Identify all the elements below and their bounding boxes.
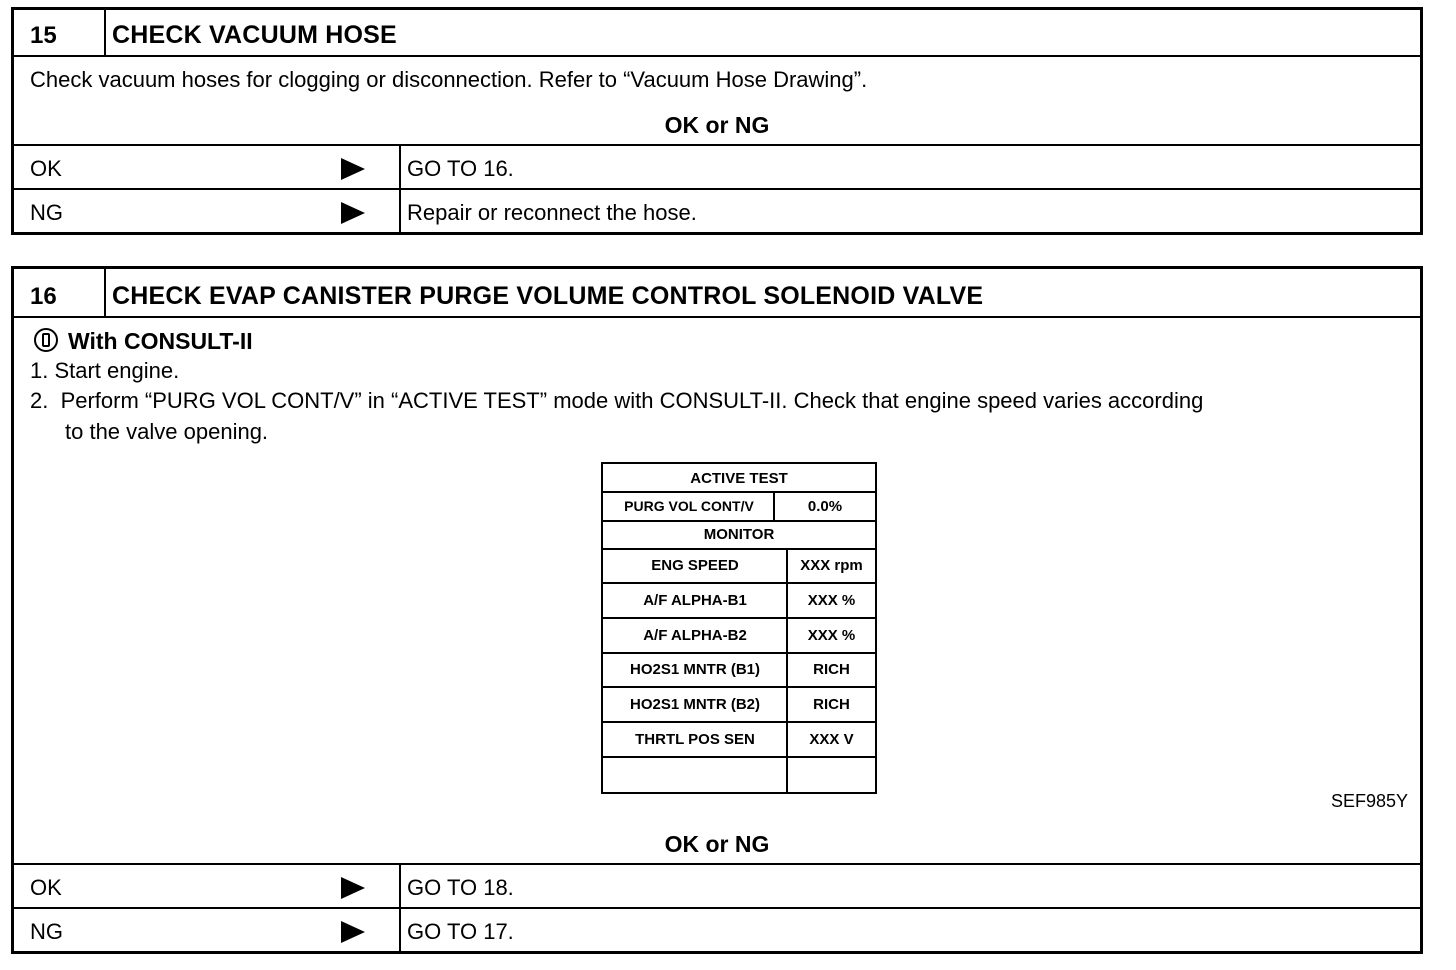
procedure-step-1: 1. Start engine. xyxy=(30,358,180,383)
step-15-box xyxy=(11,7,1423,235)
step-15-title: CHECK VACUUM HOSE xyxy=(112,21,397,49)
monitor-item: A/F ALPHA-B2 xyxy=(643,627,747,644)
procedure-step-2: 2. Perform “PURG VOL CONT/V” in “ACTIVE TEST” mode with CONSULT-II. Check that engine speed varies according xyxy=(30,388,1204,413)
step-15-ng-label: NG xyxy=(30,200,63,225)
screen-header: ACTIVE TEST xyxy=(690,470,788,487)
step-15-ng-action: Repair or reconnect the hose. xyxy=(407,200,697,225)
arrow-right-icon xyxy=(341,202,365,224)
arrow-right-icon xyxy=(341,158,365,180)
step-16-title: CHECK EVAP CANISTER PURGE VOLUME CONTROL SOLENOID VALVE xyxy=(112,282,984,310)
monitor-value: XXX % xyxy=(807,627,856,644)
monitor-value: XXX rpm xyxy=(800,557,863,574)
monitor-item: HO2S1 MNTR (B2) xyxy=(629,696,760,713)
with-consult-heading: With CONSULT-II xyxy=(68,328,253,354)
step-15-instruction: Check vacuum hoses for clogging or disconnection. Refer to “Vacuum Hose Drawing”. xyxy=(30,67,868,92)
step-16-ok-label: OK xyxy=(30,875,62,900)
monitor-value: RICH xyxy=(813,661,850,678)
monitor-item: A/F ALPHA-B1 xyxy=(643,592,747,609)
arrow-right-icon xyxy=(341,877,365,899)
consult-icon xyxy=(34,328,58,352)
step-15-ok-or-ng: OK or NG xyxy=(664,112,770,138)
step-15-ok-action: GO TO 16. xyxy=(407,156,514,181)
step-16-number: 16 xyxy=(30,283,57,310)
monitor-item: HO2S1 MNTR (B1) xyxy=(629,661,760,678)
step-15-ok-label: OK xyxy=(30,156,62,181)
screen-test-item: PURG VOL CONT/V xyxy=(624,498,754,514)
step-16-ok-or-ng: OK or NG xyxy=(664,831,770,857)
procedure-step-2-cont: to the valve opening. xyxy=(65,419,269,444)
step-16-ng-label: NG xyxy=(30,919,63,944)
step-16-ng-action: GO TO 17. xyxy=(407,919,514,944)
monitor-value: XXX % xyxy=(807,592,856,609)
monitor-value: XXX V xyxy=(809,731,854,748)
arrow-right-icon xyxy=(341,921,365,943)
step-16-ok-action: GO TO 18. xyxy=(407,875,514,900)
figure-code: SEF985Y xyxy=(1330,791,1408,811)
monitor-item: ENG SPEED xyxy=(651,557,739,574)
monitor-item: THRTL POS SEN xyxy=(635,731,755,748)
consult-screen-table xyxy=(601,462,877,794)
monitor-value: RICH xyxy=(813,696,850,713)
step-16-box xyxy=(11,266,1423,954)
screen-test-value: 0.0% xyxy=(807,498,843,515)
screen-monitor-label: MONITOR xyxy=(703,526,775,543)
step-15-number: 15 xyxy=(30,22,57,49)
